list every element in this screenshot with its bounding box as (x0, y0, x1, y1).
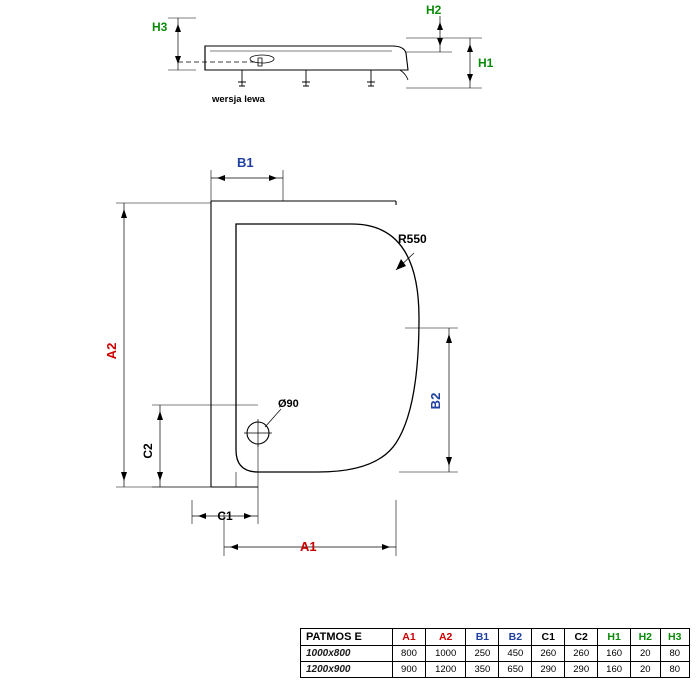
table-header-model: PATMOS E (301, 629, 393, 646)
label-h2: H2 (426, 3, 442, 17)
label-a1: A1 (300, 539, 317, 554)
table-cell-b2: 450 (499, 646, 532, 662)
table-header-b1: B1 (466, 629, 499, 646)
dimension-b1 (211, 170, 283, 201)
table-header-c1: C1 (532, 629, 565, 646)
table-cell-c2: 260 (565, 646, 598, 662)
label-h3: H3 (152, 20, 168, 34)
table-cell-b1: 350 (466, 662, 499, 678)
table-cell-b2: 650 (499, 662, 532, 678)
dimension-h2 (405, 16, 452, 52)
label-h1: H1 (478, 56, 494, 70)
table-cell-c1: 290 (532, 662, 565, 678)
label-b2: B2 (428, 392, 443, 410)
table-header-row (301, 629, 690, 646)
dimension-a2 (116, 203, 211, 487)
dimensions-table (300, 628, 690, 678)
table-cell-a1: 800 (393, 646, 426, 662)
table-cell-h2: 20 (631, 646, 660, 662)
table-cell-a2: 1000 (425, 646, 466, 662)
side-view-profile (178, 46, 408, 86)
table-cell-h3: 80 (660, 662, 690, 678)
table-cell-c2: 290 (565, 662, 598, 678)
table-cell-a2: 1200 (425, 662, 466, 678)
table-header-h1: H1 (598, 629, 631, 646)
label-c1: C1 (217, 509, 233, 523)
table-cell-h2: 20 (631, 662, 660, 678)
table-cell-h3: 80 (660, 646, 690, 662)
table-row (301, 646, 690, 662)
label-b1: B1 (237, 155, 254, 170)
label-radius: R550 (398, 232, 427, 246)
table-header-h3: H3 (660, 629, 690, 646)
dimension-h1 (406, 38, 482, 88)
label-a2: A2 (104, 342, 119, 360)
label-drain-diameter: Ø90 (278, 398, 299, 410)
table-cell-model: 1000x800 (301, 646, 393, 662)
table-cell-c1: 260 (532, 646, 565, 662)
table-cell-model: 1200x900 (301, 662, 393, 678)
table-header-a1: A1 (393, 629, 426, 646)
table-header-b2: B2 (499, 629, 532, 646)
label-c2: C2 (141, 443, 155, 459)
label-wersja-lewa: wersja lewa (212, 94, 265, 105)
table-header-c2: C2 (565, 629, 598, 646)
plan-view-outline (211, 201, 419, 487)
table-cell-h1: 160 (598, 662, 631, 678)
table-cell-b1: 250 (466, 646, 499, 662)
table-header-a2: A2 (425, 629, 466, 646)
table-cell-h1: 160 (598, 646, 631, 662)
table-header-h2: H2 (631, 629, 660, 646)
table-row (301, 662, 690, 678)
table-cell-a1: 900 (393, 662, 426, 678)
